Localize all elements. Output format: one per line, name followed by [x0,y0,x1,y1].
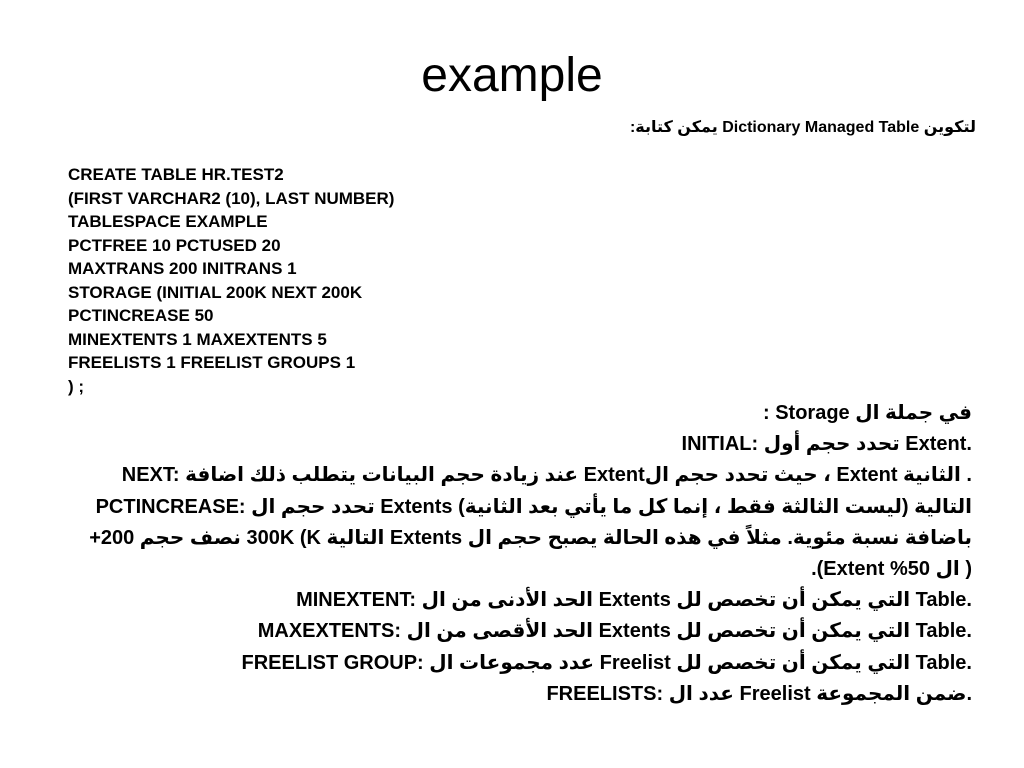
description-line: في جملة ال Storage : [762,402,972,424]
code-line: PCTFREE 10 PCTUSED 20 [68,235,281,255]
code-line: CREATE TABLE HR.TEST2 [68,165,284,184]
code-line: ) ; [68,376,85,396]
code-line: STORAGE (INITIAL 200K NEXT 200K [68,282,363,302]
storage-parameters-description [89,398,972,710]
slide-subtitle: لتكوين Dictionary Managed Table يمكن كتابة: [629,119,976,136]
description-line: PCTINCREASE: تحدد حجم ال Extents (التالية (ليست الثالثة فقط ، إنما كل ما يأتي بعد الثانية [95,495,972,518]
description-line: MINEXTENT: الحد الأدنى من ال Extents التي يمكن أن تخصص لل Table. [296,589,972,612]
description-line: ( ال Extent %50). [811,557,972,580]
sql-code-block [68,163,394,398]
description-line: FREELIST GROUP: عدد مجموعات ال Freelist التي يمكن أن تخصص لل Table. [241,651,972,674]
description-line: MAXEXTENTS: الحد الأقصى من ال Extents التي يمكن أن تخصص لل Table. [257,620,972,643]
code-line: (FIRST VARCHAR2 (10), LAST NUMBER) [68,188,395,208]
description-line: NEXT: عند زيادة حجم البيانات يتطلب ذلك اضافة Extentحيث تحدد حجم ال ، Extent الثانية . [121,464,972,487]
code-line: PCTINCREASE 50 [68,306,214,325]
code-line: MINEXTENTS 1 MAXEXTENTS 5 [68,329,327,349]
slide-title: example [421,49,603,102]
code-line: TABLESPACE EXAMPLE [68,212,268,231]
description-line: FREELISTS: عدد ال Freelist ضمن المجموعة. [546,682,972,705]
code-line: FREELISTS 1 FREELIST GROUPS 1 [68,353,356,372]
description-line: باضافة نسبة مئوية. مثلاً في هذه الحالة يصبح حجم ال Extents التالية 300K (K نصف حجم 200+ [89,526,972,549]
description-line: INITIAL: تحدد حجم أول Extent. [681,433,972,456]
code-line: MAXTRANS 200 INITRANS 1 [68,259,297,278]
